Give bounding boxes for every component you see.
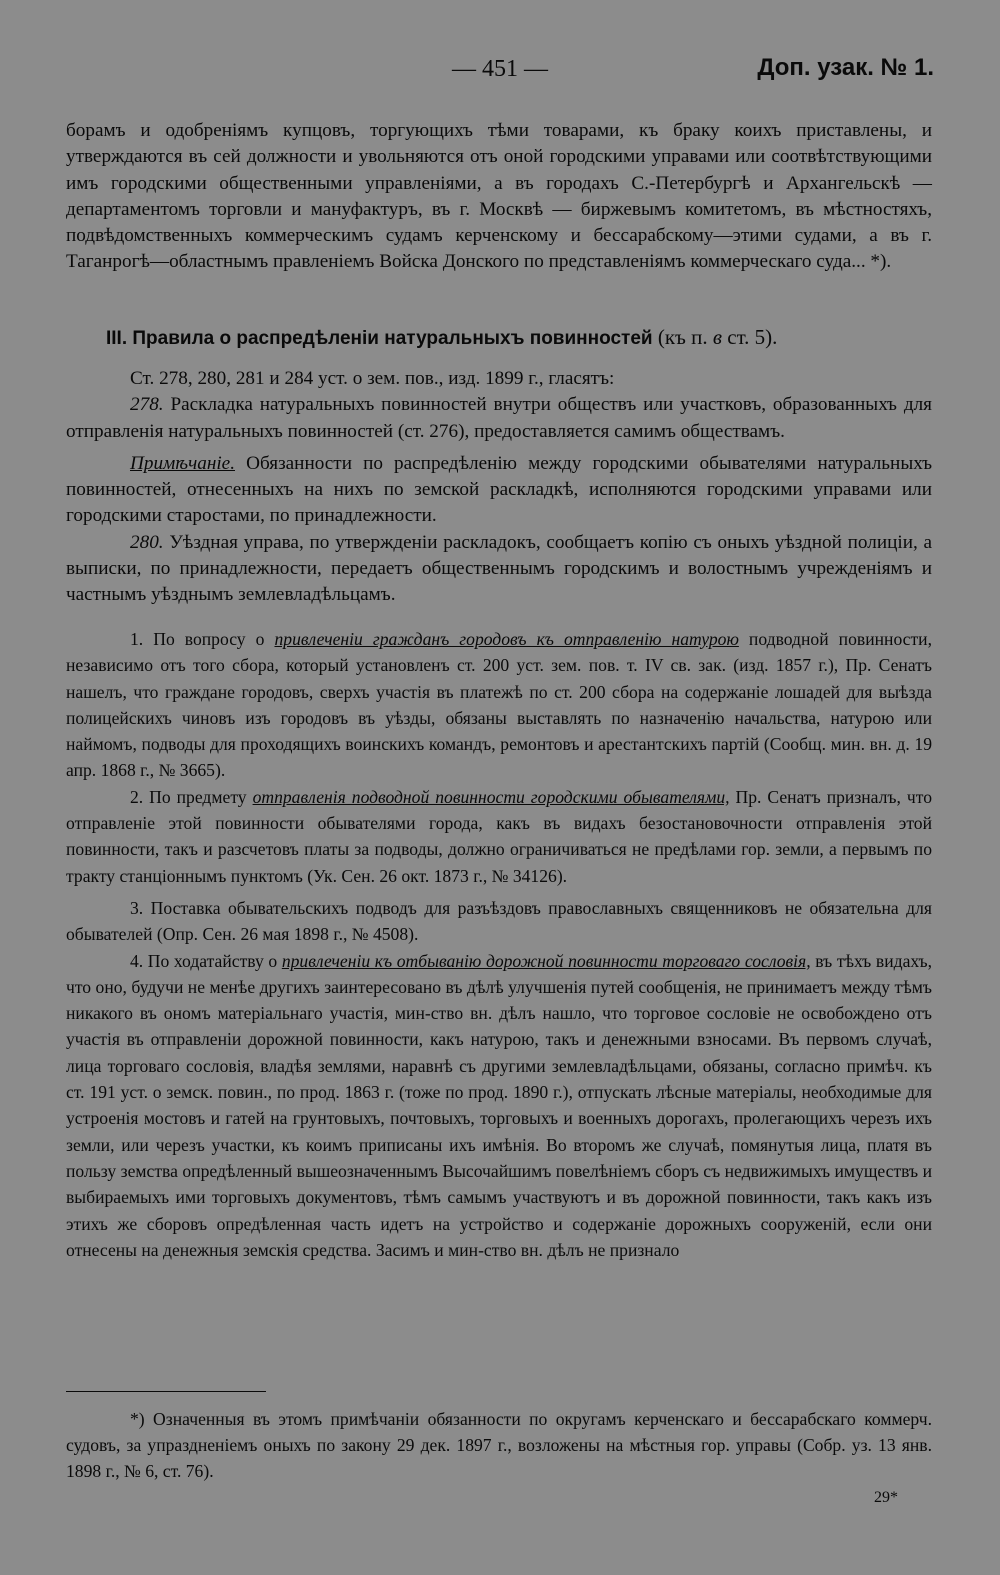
section-name: Правила о распредѣленіи натуральныхъ повинностей [132,328,653,349]
item-2-text: Пр. Сенатъ призналъ, что отправленіе этой повинности обывателями города, какъ въ видахъ безостановочности отправленія этой повинности, такъ и разсчетовъ платы за подводы, должно ограничиваться не предѣлами гор. земли, а первымъ по тракту станціоннымъ пунктомъ (Ук. Сен. 26 окт. 1873 г., № 34126). [66,786,933,886]
item-1-lead: 1. По вопросу о [130,629,265,649]
items-block [66,626,932,1263]
page-number: — 451 — [452,56,548,82]
article-278-text: Раскладка натуральныхъ повинностей внутри обществъ или участковъ, образованныхъ для отправленія натуральныхъ повинностей (ст. 276), предоставляется самимъ обществамъ. [66,394,933,442]
footnote-divider [66,1391,266,1392]
article-280 [66,530,932,609]
statute-intro: Ст. 278, 280, 281 и 284 уст. о зем. пов., изд. 1899 г., гласятъ: [130,368,615,389]
section-ref-a: (къ п. [657,325,708,349]
note-paragraph [66,451,932,530]
footnote: *) Означенныя въ этомъ примѣчаніи обязанности по округамъ керченскаго и бессарабскаго коммерч. судовъ, за упраздненіемъ оныхъ по закону 29 дек. 1897 г., возложены на мѣстныя гор. управы (Собр. уз. 13 янв. 1898 г., № 6, ст. 76). [66,1409,932,1481]
item-2-emphasis: отправленія подводной повинности городскими обывателями, [252,786,730,807]
item-1-text: подводной повинности, независимо отъ того сбора, который установленъ ст. 200 уст. зем. пов. т. IV св. зак. (изд. 1857 г.), Пр. Сенатъ нашелъ, что граждане городовъ, сверхъ участія въ платежѣ по ст. 200 сбора на содержаніе лошадей для выѣзда полицейскихъ чиновъ изъ городовъ въ уѣзды, обязаны выставлять по назначенію начальства, натурою или наймомъ, подводы для проходящихъ воинскихъ командъ, ремонтовъ и арестантскихъ партій (Сообщ. мин. вн. д. 19 апр. 1868 г., № 3665). [66,629,932,781]
footnote-block [66,1406,932,1484]
list-item [66,948,932,1264]
list-item [66,784,932,889]
item-2-lead: 2. По предмету [130,786,247,807]
statutes-block [66,366,932,609]
article-280-text: Уѣздная управа, по утвержденіи раскладокъ, сообщаетъ копію съ оныхъ уѣздной полиціи, а выписки, по принадлежности, передаетъ общественнымъ городскимъ и волостнымъ учрежденіямъ и частнымъ уѣзднымъ землевладѣльцамъ. [66,531,933,606]
appendix-label: Доп. узак. № 1. [757,54,934,81]
article-280-number: 280. [130,531,164,553]
note-text: Обязанности по распредѣленію между городскими обывателями натуральныхъ повинностей, отнесенныхъ на нихъ по земской раскладкѣ, исполняются городскими управами или городскими старостами, по принадлежности. [66,452,933,527]
article-278 [66,392,932,445]
intro-block [66,118,932,276]
section-heading [66,322,932,354]
list-item [66,895,932,948]
list-item [66,626,932,784]
signature-mark: 29* [874,1489,898,1506]
intro-paragraph: борамъ и одобреніямъ купцовъ, торгующихъ тѣми товарами, къ браку коихъ приставлены, и утверждаются въ сей должности и увольняются отъ оной городскими управами или соотвѣтствующими имъ городскими общественными управленіями, а въ городахъ С.-Петербургѣ и Архангельскѣ — департаментомъ торговли и мануфактуръ, въ г. Москвѣ — биржевымъ комитетомъ, въ мѣстностяхъ, подвѣдомственныхъ коммерческимъ судамъ керченскому и бессарабскому—этими судами, а въ г. Таганрогѣ—областнымъ правленіемъ Войска Донского по представленіямъ коммерческаго суда... *). [66,120,932,273]
article-278-number: 278. [130,394,164,416]
section-ref-letter: в [712,325,723,349]
item-3-text: 3. Поставка обывательскихъ подводъ для разъѣздовъ православныхъ священниковъ не обязательна для обывателей (Опр. Сен. 26 мая 1898 г., № 4508). [66,897,932,945]
section-ref-b: ст. 5). [727,325,778,349]
note-label: Примѣчаніе. [130,452,235,474]
item-4-text: въ тѣхъ видахъ, что оно, будучи не менѣе другихъ заинтересовано въ дѣлѣ улучшенія путей сообщенія, не принимаетъ между тѣмъ никакого въ ономъ матеріальнаго участія, мин-ство вн. дѣлъ нашло, что торговое сословіе не освобождено отъ участія въ отправленіи дорожной повинности, какъ натурою, такъ и денежными взносами. Въ первомъ случаѣ, лица торговаго сословія, владѣя землями, наравнѣ съ другими землевладѣльцами, обязаны, согласно примѣч. къ ст. 191 уст. о земск. повин., по прод. 1863 г. (тоже по прод. 1890 г.), отпускать лѣсные матеріалы, необходимые для устроенія мостовъ и гатей на грунтовыхъ, почтовыхъ, торговыхъ и военныхъ дорогахъ, пролегающихъ черезъ ихъ земли, или черезъ участки, къ коимъ приписаны ихъ имѣнія. Во второмъ же случаѣ, помянутыя лица, платя въ пользу земства опредѣленный вышеозначеннымъ Высочайшимъ повелѣніемъ сборъ съ недвижимыхъ имуществъ и выбираемыхъ ими торговыхъ документовъ, тѣмъ самымъ участвуютъ и въ дорожной повинности, такъ какъ изъ этихъ же сборовъ опредѣленная часть идетъ на устройство и содержаніе дорожныхъ сооруженій, если они отнесены на денежныя земскія средства. Засимъ и мин-ство вн. дѣлъ не признало [66,950,932,1260]
section-number: III. [106,328,128,349]
item-4-lead: 4. По ходатайству о [130,950,278,971]
item-1-emphasis: привлеченіи гражданъ городовъ къ отправленію натурою [274,629,739,649]
item-4-emphasis: привлеченіи къ отбыванію дорожной повинности торговаго сословія, [281,950,811,971]
section-title [66,322,932,354]
